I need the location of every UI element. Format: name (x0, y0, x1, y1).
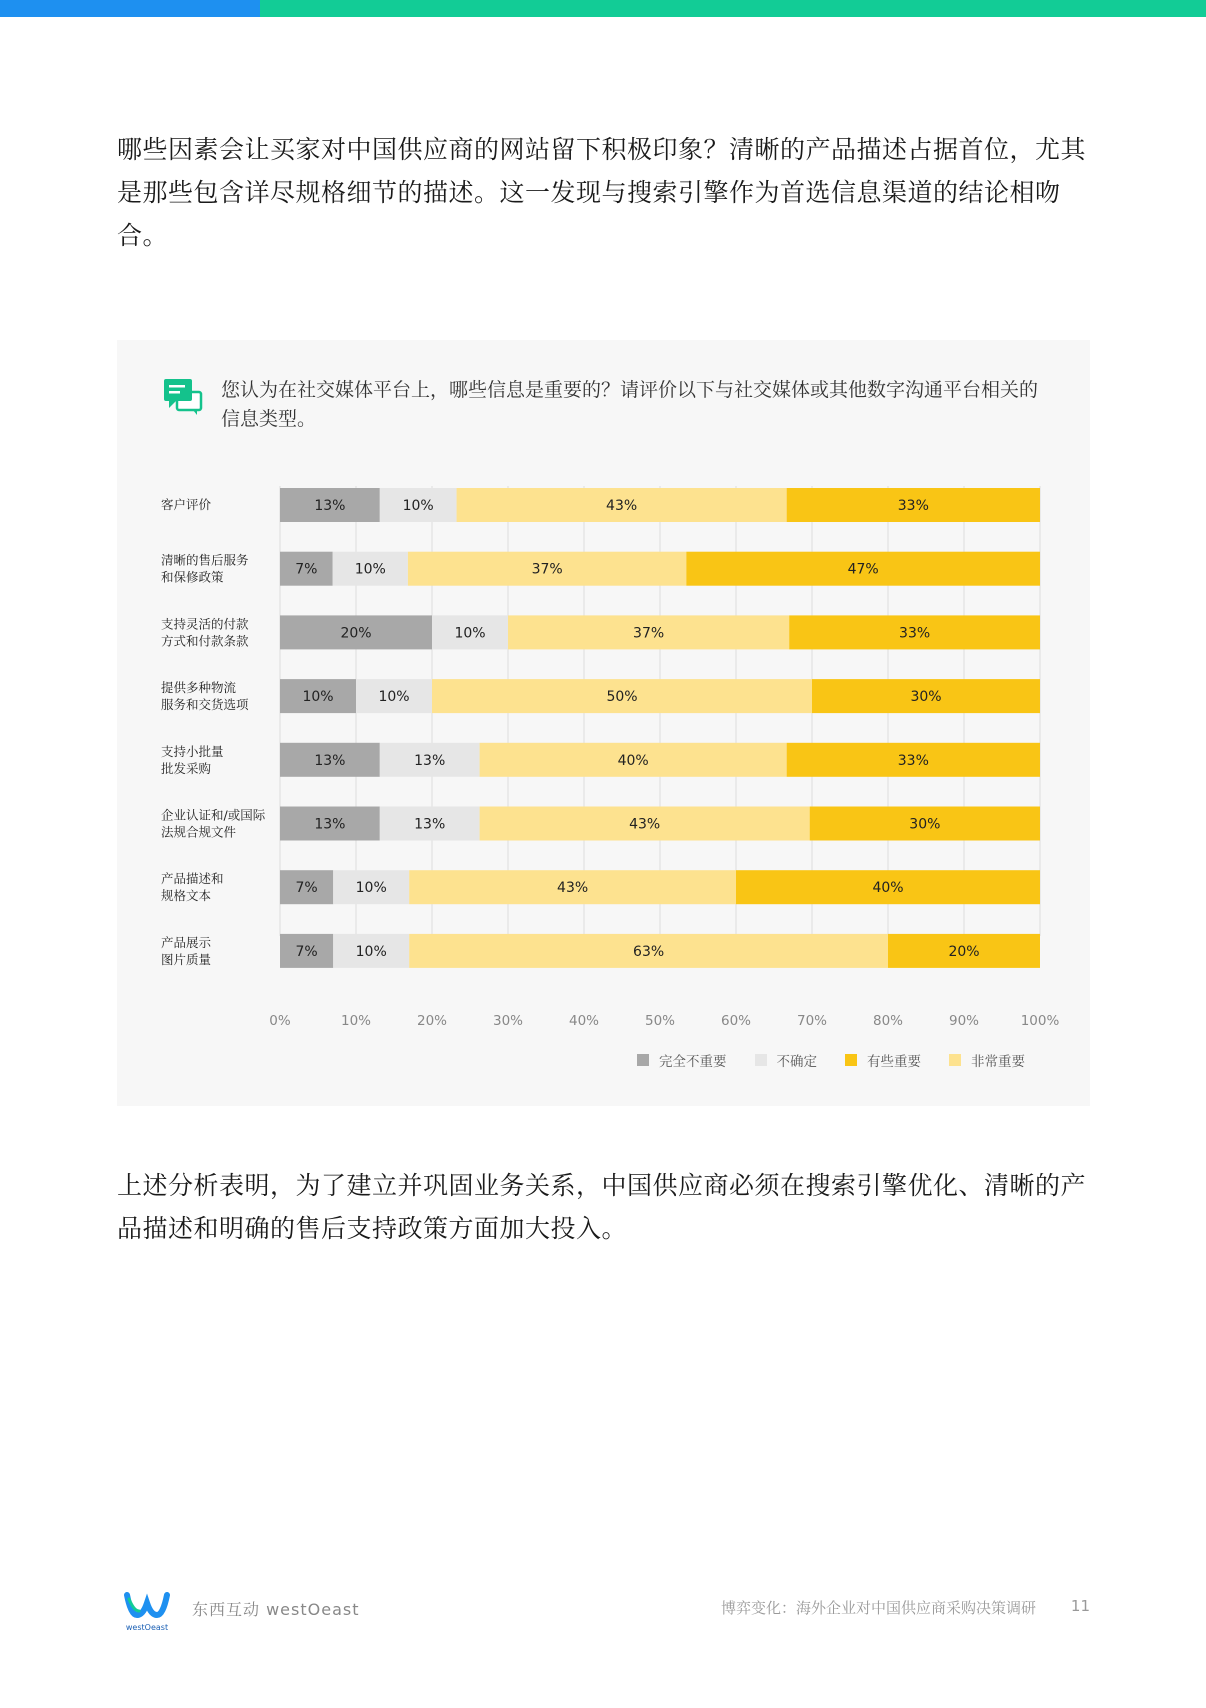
x-tick-label: 30% (492, 1013, 524, 1029)
page-number: 11 (1070, 1597, 1090, 1615)
data-label: 13% (314, 498, 346, 514)
conclusion-paragraph: 上述分析表明，为了建立并巩固业务关系，中国供应商必须在搜索引擎优化、清晰的产品描述和明确的售后支持政策方面加大投入。 (117, 1171, 1087, 1243)
legend-label: 有些重要 (867, 1054, 921, 1070)
category-label: 支持小批量批发采购 (161, 743, 224, 776)
data-label: 40% (617, 752, 649, 769)
category-label: 企业认证和/或国际法规合规文件 (161, 807, 266, 840)
x-tick-label: 90% (948, 1013, 980, 1029)
legend-swatch (949, 1054, 961, 1066)
data-label: 10% (355, 943, 387, 960)
data-label: 33% (897, 498, 929, 514)
x-tick-label: 60% (720, 1013, 752, 1029)
chart-legend (637, 1050, 1025, 1070)
data-label: 47% (847, 561, 879, 578)
data-label: 43% (606, 498, 638, 514)
x-tick-label: 100% (1020, 1013, 1060, 1029)
category-label: 客户评价 (161, 497, 212, 512)
x-tick-label: 50% (644, 1013, 676, 1029)
data-label: 13% (414, 752, 446, 769)
category-label: 提供多种物流服务和交货选项 (161, 680, 249, 713)
top-accent-bar-green (260, 0, 1206, 17)
x-tick-label: 20% (416, 1013, 448, 1029)
data-label: 50% (606, 689, 638, 706)
westoeast-logo-icon (117, 1585, 177, 1635)
legend-item (845, 1050, 921, 1070)
data-label: 10% (454, 625, 486, 642)
x-tick-label: 80% (872, 1013, 904, 1029)
logo-caption: westOeast (125, 1623, 169, 1632)
page-footer (0, 1585, 1206, 1635)
data-label: 33% (897, 752, 929, 769)
data-label: 33% (899, 625, 931, 642)
data-label: 7% (295, 880, 318, 897)
legend-swatch (637, 1054, 649, 1066)
legend-item (755, 1050, 818, 1070)
data-label: 7% (295, 561, 318, 578)
data-label: 63% (633, 943, 665, 960)
data-label: 37% (633, 625, 665, 642)
top-accent-bar (0, 0, 1206, 17)
data-label: 10% (302, 689, 334, 706)
category-label: 清晰的售后服务和保修政策 (161, 552, 249, 585)
data-label: 13% (314, 752, 346, 769)
legend-label: 不确定 (776, 1054, 817, 1070)
x-tick-label: 0% (269, 1013, 291, 1029)
legend-item (949, 1050, 1025, 1070)
legend-swatch (845, 1054, 857, 1066)
brand-name: 东西互动 westOeast (192, 1600, 360, 1619)
legend-swatch (755, 1054, 767, 1066)
data-label: 43% (629, 816, 661, 833)
stacked-bar-chart (117, 340, 1090, 1106)
category-label: 产品描述和规格文本 (161, 871, 224, 904)
data-label: 20% (340, 625, 372, 642)
category-label: 支持灵活的付款方式和付款条款 (161, 616, 249, 649)
x-tick-label: 10% (340, 1013, 372, 1029)
data-label: 10% (354, 561, 386, 578)
data-label: 40% (872, 880, 904, 897)
category-label: 产品展示图片质量 (161, 934, 212, 967)
data-label: 13% (414, 816, 446, 833)
x-tick-label: 70% (796, 1013, 828, 1029)
top-accent-bar-blue (0, 0, 260, 17)
data-label: 30% (910, 689, 942, 706)
survey-chart-card (117, 340, 1090, 1106)
legend-label: 非常重要 (971, 1054, 1025, 1070)
data-label: 43% (557, 880, 589, 897)
data-label: 10% (378, 689, 410, 706)
report-title: 博弈变化：海外企业对中国供应商采购决策调研 (720, 1599, 1036, 1617)
data-label: 30% (909, 816, 941, 833)
data-label: 20% (948, 943, 980, 960)
legend-label: 完全不重要 (659, 1054, 727, 1070)
intro-paragraph: 哪些因素会让买家对中国供应商的网站留下积极印象？清晰的产品描述占据首位，尤其是那些包含详尽规格细节的描述。这一发现与搜索引擎作为首选信息渠道的结论相吻合。 (117, 135, 1087, 250)
data-label: 10% (355, 880, 387, 897)
data-label: 37% (531, 561, 563, 578)
data-label: 10% (402, 498, 434, 514)
data-label: 13% (314, 816, 346, 833)
data-label: 7% (295, 943, 318, 960)
x-tick-label: 40% (568, 1013, 600, 1029)
question-text: 您认为在社交媒体平台上，哪些信息是重要的？请评价以下与社交媒体或其他数字沟通平台相关的信息类型。 (221, 379, 1039, 430)
legend-item (637, 1050, 727, 1070)
